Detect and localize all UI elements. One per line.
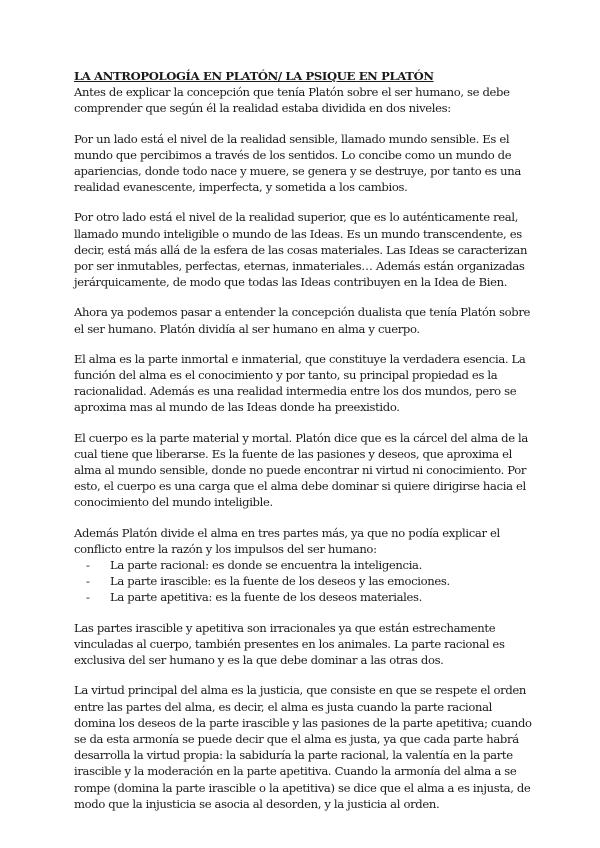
paragraph-mundo-inteligible: Por otro lado está el nivel de la realidad superior, que es lo auténticamente real, llamado mundo inteligible o mundo de las Ideas. Es un mundo transcendente, es decir, está más allá de la esfera de las cosas materiales. Las Ideas se caracterizan por ser inmutables, perfectas, eternas, inmateriales… Además están organizadas jerárquicamente, de modo que todas las Ideas contribuyen en la Idea de Bien. (74, 210, 528, 290)
list-item-parte-racional (74, 557, 534, 573)
list-item-parte-irascible (74, 573, 534, 589)
document-title: LA ANTROPOLOGÍA EN PLATÓN/ LA PSIQUE EN PLATÓN (74, 69, 434, 83)
list-marker: - (86, 574, 90, 589)
paragraph-concepcion-dualista: Ahora ya podemos pasar a entender la concepción dualista que tenía Platón sobre el ser humano. Platón dividía al ser humano en alma y cuerpo. (74, 305, 531, 336)
soul-parts-list (74, 557, 534, 606)
paragraph-mundo-sensible: Por un lado está el nivel de la realidad sensible, llamado mundo sensible. Es el mundo que percibimos a través de los sentidos. Lo concibe como un mundo de apariencias, donde todo nace y muere, se genera y se destruye, por tanto es una realidad evanescente, imperfecta, y sometida a los cambios. (74, 131, 521, 195)
list-marker: - (86, 590, 90, 605)
paragraph-cuerpo: El cuerpo es la parte material y mortal. Platón dice que es la cárcel del alma de la cual tiene que liberarse. Es la fuente de las pasiones y deseos, que aproxima el alma al mundo sensible, donde no puede encontrar ni virtud ni conocimiento. Por esto, el cuerpo es una carga que el alma debe dominar si quiere dirigirse hacia el conocimiento del mundo inteligible. (74, 430, 528, 510)
paragraph-justicia: La virtud principal del alma es la justicia, que consiste en que se respete el orden entre las partes del alma, es decir, el alma es justa cuando la parte racional domina los deseos de la parte irascible y las pasiones de la parte apetitiva; cuando se da esta armonía se puede decir que el alma es justa, ya que cada parte habrá desarrolla la virtud propia: la sabiduría la parte racional, la valentía en la parte irascible y la moderación en la parte apetitiva. Cuando la armonía del alma a se rompe (domina la parte irascible o la apetitiva) se dice que el alma a es injusta, de modo que la injusticia se asocia al desorden, y la justicia al orden. (74, 683, 532, 811)
list-item-text: La parte apetitiva: es la fuente de los deseos materiales. (110, 590, 422, 605)
intro-paragraph: Antes de explicar la concepción que tenía Platón sobre el ser humano, se debe comprender que según él la realidad estaba dividida en dos niveles: (74, 85, 510, 116)
paragraph-division-alma: Además Platón divide el alma en tres partes más, ya que no podía explicar el conflicto entre la razón y los impulsos del ser humano: (74, 525, 500, 556)
list-item-text: La parte racional: es donde se encuentra la inteligencia. (110, 558, 422, 573)
paragraph-alma: El alma es la parte inmortal e inmaterial, que constituye la verdadera esencia. La función del alma es el conocimiento y por tanto, su principal propiedad es la racionalidad. Además es una realidad intermedia entre los dos mundos, pero se aproxima mas al mundo de las Ideas donde ha preexistido. (74, 351, 526, 415)
document-body (74, 68, 534, 826)
paragraph-partes-irracionales: Las partes irascible y apetitiva son irracionales ya que están estrechamente vinculadas al cuerpo, también presentes en los animales. La parte racional es exclusiva del ser humano y es la que debe dominar a las otras dos. (74, 620, 505, 668)
list-marker: - (86, 558, 90, 573)
list-item-parte-apetitiva (74, 589, 534, 605)
list-item-text: La parte irascible: es la fuente de los deseos y las emociones. (110, 574, 450, 589)
